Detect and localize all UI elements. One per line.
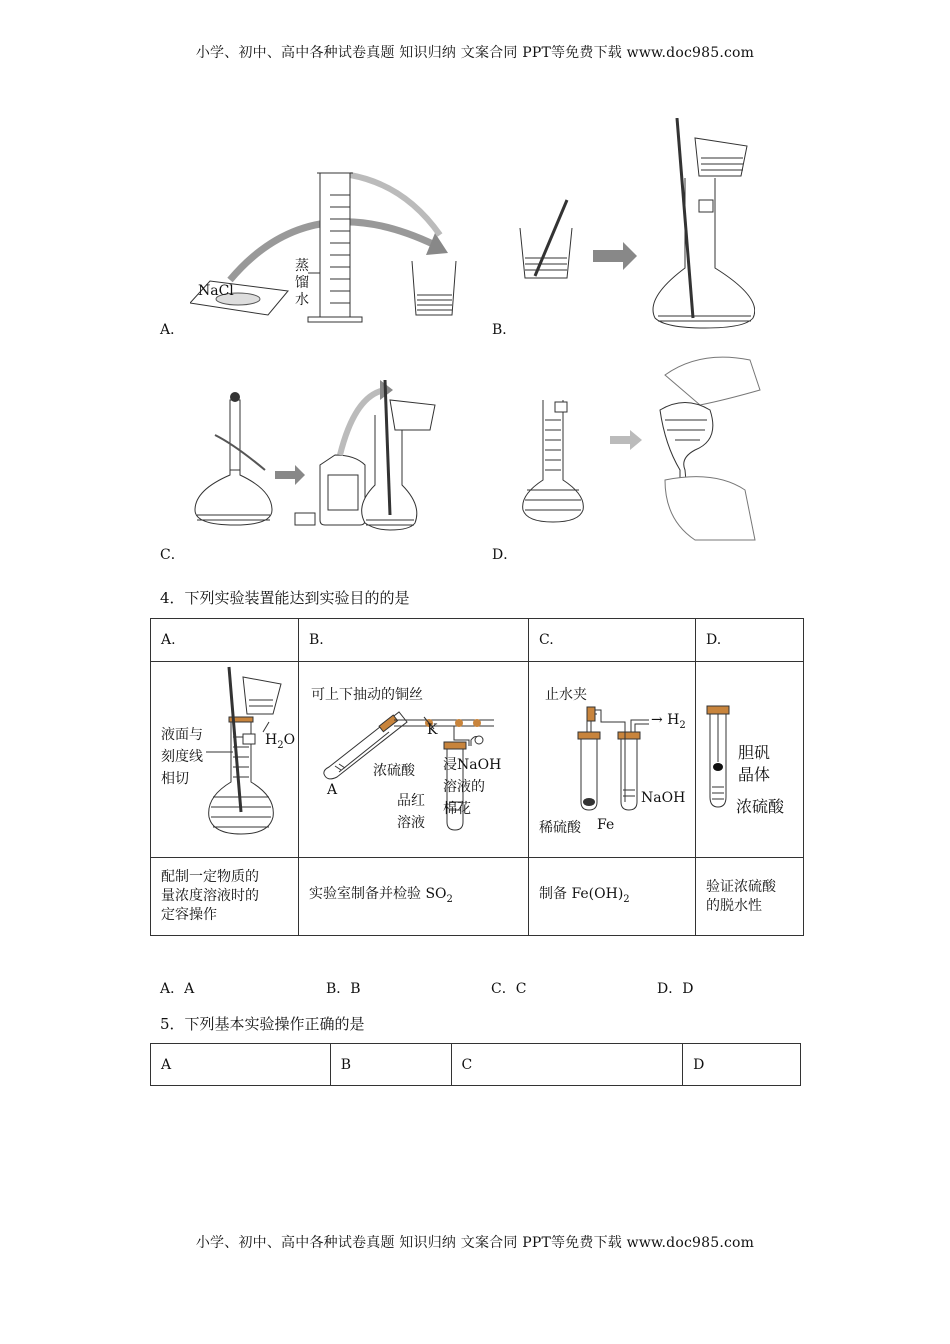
q4-figure-c-cell <box>529 662 696 858</box>
q4-caption-d-line1: 验证浓硫酸 <box>706 878 776 895</box>
q4c-label-fe: Fe <box>597 817 615 833</box>
figure-b-transfer <box>515 118 755 333</box>
q4-header-d: D. <box>696 619 804 662</box>
q4-caption-a-line2: 量浓度溶液时的 <box>161 888 259 904</box>
q5-header-d: D <box>683 1044 801 1086</box>
q4-caption-d-line2: 的脱水性 <box>706 897 762 914</box>
option-b-label: B． <box>492 322 517 338</box>
q4b-label-pinhong1: 品红 <box>397 793 425 809</box>
q4a-2: 2 <box>277 739 284 751</box>
question-4-table <box>150 618 804 936</box>
q4c-label-h2 <box>651 712 686 731</box>
q4-header-a: A. <box>151 619 299 662</box>
q5-header-c: C <box>451 1044 683 1086</box>
q4-caption-b <box>299 858 529 936</box>
q4-caption-c-text: 制备 Fe(OH) <box>539 885 624 902</box>
q4a-label-1: 液面与 <box>161 727 203 743</box>
q4b-label-k: K <box>427 722 438 738</box>
option-a-label: A． <box>160 322 185 338</box>
option-c-label: C． <box>160 547 185 563</box>
option-d-label: D． <box>492 547 518 563</box>
q4b-label-copper: 可上下抽动的铜丝 <box>311 687 423 703</box>
q4d-label-3: 浓硫酸 <box>736 797 785 816</box>
q4-caption-a-line1: 配制一定物质的 <box>161 869 259 885</box>
q4a-label-3: 相切 <box>161 771 189 787</box>
q4-caption-b-sub: 2 <box>446 893 453 905</box>
water-label-3: 水 <box>295 292 309 308</box>
q4-caption-a-line3: 定容操作 <box>161 907 217 923</box>
q4-header-b: B. <box>299 619 529 662</box>
q4-caption-d <box>696 858 804 936</box>
page-header: 小学、初中、高中各种试卷真题 知识归纳 文案合同 PPT等免费下载 www.doc985.com <box>195 45 755 61</box>
page-footer: 小学、初中、高中各种试卷真题 知识归纳 文案合同 PPT等免费下载 www.doc985.com <box>195 1235 755 1251</box>
q4d-label-1: 胆矾 <box>738 743 771 762</box>
q4-figure-d-cell <box>696 662 804 858</box>
q4c-h: → H <box>651 712 680 728</box>
q4a-label-2: 刻度线 <box>161 749 203 765</box>
q4-choice-d[interactable]: D．D <box>657 981 694 997</box>
q4a-o: O <box>283 732 296 748</box>
q4-choice-b[interactable]: B．B <box>326 981 361 997</box>
q4a-h: H <box>265 732 278 748</box>
q4b-label-naoh3: 棉花 <box>443 801 471 817</box>
water-label-2: 馏 <box>295 275 309 291</box>
q4b-label-pinhong2: 溶液 <box>397 815 425 831</box>
q4-figure-b-cell <box>299 662 529 858</box>
figure-a-solution-prep <box>190 165 460 325</box>
q4c-label-clamp: 止水夹 <box>545 687 587 703</box>
q4b-label-naoh2: 溶液的 <box>443 779 485 795</box>
q4-figure-a-cell <box>151 662 299 858</box>
q4-caption-c-sub: 2 <box>623 893 630 905</box>
q4b-label-acid: 浓硫酸 <box>373 763 415 779</box>
q4-choice-a[interactable]: A．A <box>160 981 195 997</box>
q4c-2: 2 <box>679 719 686 731</box>
q4c-label-dilute: 稀硫酸 <box>539 820 581 836</box>
figure-c-dilution <box>190 375 460 535</box>
question-5-table <box>150 1043 801 1086</box>
question-5-stem: 5．下列基本实验操作正确的是 <box>160 1015 365 1033</box>
q4-header-c: C. <box>529 619 696 662</box>
q4-caption-a <box>151 858 299 936</box>
q4d-label-2: 晶体 <box>738 765 771 784</box>
question-4-stem: 4．下列实验装置能达到实验目的的是 <box>160 589 410 607</box>
q4-caption-b-text: 实验室制备并检验 SO <box>309 885 447 902</box>
q4a-h2o <box>265 732 295 751</box>
q4b-label-naoh1: 浸NaOH <box>443 757 502 773</box>
q5-header-a: A <box>151 1044 331 1086</box>
q4-caption-c <box>529 858 696 936</box>
q4-choice-c[interactable]: C．C <box>491 981 527 997</box>
water-label-1: 蒸 <box>295 258 309 274</box>
q4c-label-naoh: NaOH <box>641 790 686 806</box>
figure-d-shaking <box>515 350 765 545</box>
nacl-label: NaCl <box>198 283 234 299</box>
q5-header-b: B <box>330 1044 451 1086</box>
q4b-label-a: A <box>327 782 338 798</box>
